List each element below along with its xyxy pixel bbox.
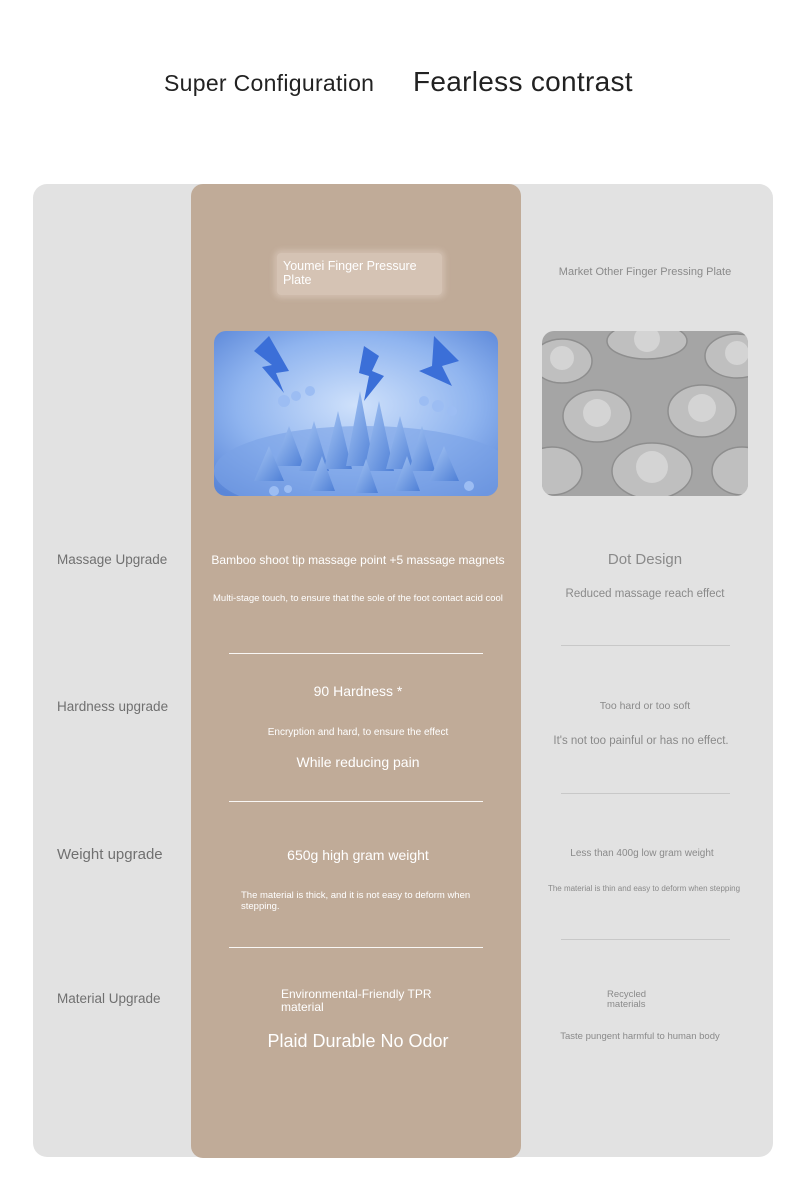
- row3-mid-sub: The material is thick, and it is not easy to deform when stepping.: [241, 890, 471, 912]
- row1-right-main: Dot Design: [607, 551, 683, 568]
- row-label-hardness: Hardness upgrade: [57, 699, 169, 714]
- row1-divider-right: [561, 645, 730, 646]
- row2-right-sub: It's not too painful or has no effect.: [553, 735, 729, 747]
- page-header: [0, 66, 806, 106]
- row3-divider-right: [561, 939, 730, 940]
- row2-divider-mid: [229, 801, 483, 802]
- row2-mid-main: 90 Hardness *: [313, 683, 403, 699]
- row1-right-sub: Reduced massage reach effect: [565, 588, 725, 600]
- row1-mid-main: Bamboo shoot tip massage point +5 massage magnets: [211, 553, 505, 567]
- row-label-massage: Massage Upgrade: [57, 552, 168, 567]
- row3-mid-main: 650g high gram weight: [287, 847, 429, 863]
- row-label-material: Material Upgrade: [57, 991, 161, 1006]
- row3-divider-mid: [229, 947, 483, 948]
- row2-divider-right: [561, 793, 730, 794]
- row4-mid-main: Environmental-Friendly TPR material: [281, 987, 432, 1014]
- mid-column-title: Youmei Finger Pressure Plate: [283, 259, 417, 287]
- row2-right-main: Too hard or too soft: [599, 700, 691, 712]
- row1-divider-mid: [229, 653, 483, 654]
- product-image-gray: [542, 331, 748, 496]
- row4-right-sub: Taste pungent harmful to human body: [560, 1031, 720, 1042]
- right-column-title: Market Other Finger Pressing Plate: [558, 266, 732, 278]
- header-left-title: Super Configuration: [164, 70, 375, 96]
- row4-mid-extra: Plaid Durable No Odor: [267, 1031, 449, 1051]
- row-label-weight: Weight upgrade: [57, 846, 163, 863]
- header-right-title: Fearless contrast: [413, 66, 633, 97]
- row3-right-sub: The material is thin and easy to deform when stepping: [547, 884, 741, 893]
- row3-right-main: Less than 400g low gram weight: [570, 848, 714, 859]
- row2-mid-extra: While reducing pain: [296, 754, 420, 770]
- row1-mid-sub: Multi-stage touch, to ensure that the sole of the foot contact acid cool: [213, 593, 503, 604]
- row2-mid-sub: Encryption and hard, to ensure the effect: [267, 727, 449, 738]
- row4-right-main: Recycled materials: [607, 989, 647, 1010]
- product-image-blue: [214, 331, 498, 496]
